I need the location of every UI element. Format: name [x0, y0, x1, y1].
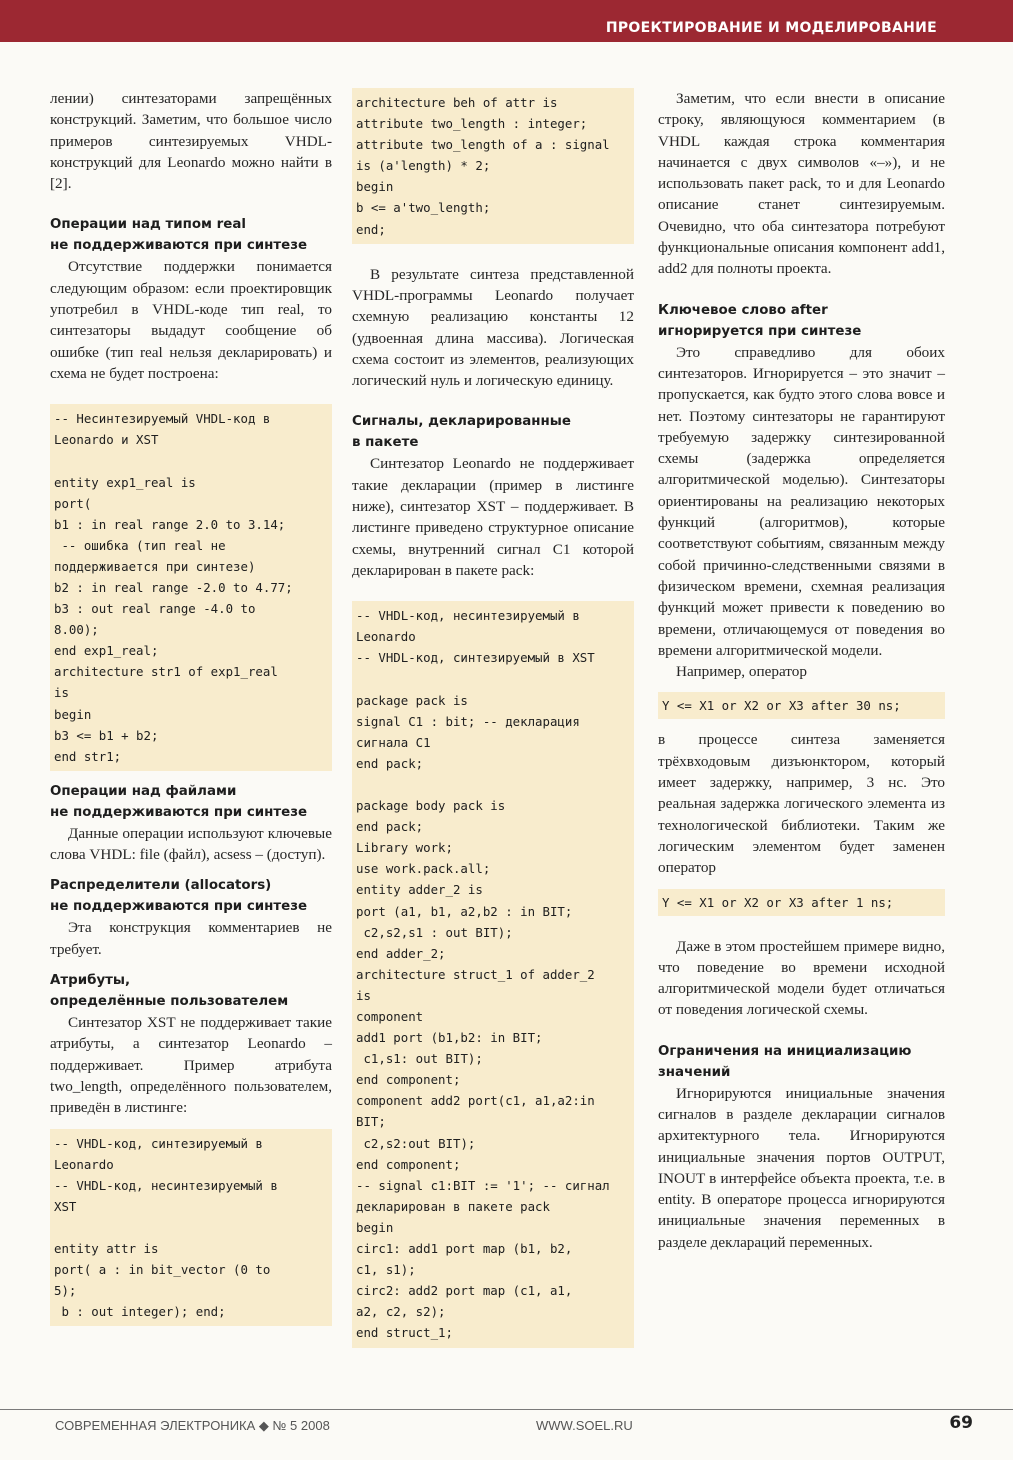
column-1 — [50, 88, 332, 1326]
code-listing-attr: -- VHDL-код, синтезируемый в Leonardo -- VHDL-код, несинтезируемый в XST entity attr is port( a : in bit_vector (0 to 5); b : out integer); end; — [50, 1129, 332, 1327]
paragraph-after: Это справедливо для обоих синтезаторов. Игнорируется – это значит – пропускается, как будто этого слова вовсе и нет. Поэтому синтезаторы не гарантируют требуемую задержку синтезированной схемы (задержка определяется алгоритмической моделью). Синтезаторы ориентированы на реализацию некоторых функций (алгоритмов), которые соответствуют событиям, связанным между собой причинно-следственными связями в физическом времени, схемная реализация функций может привести к поведению во времени, отличающемуся от поведения во времени алгоритмической модели. — [658, 343, 945, 659]
heading-after: Ключевое слово after игнорируется при синтезе — [658, 302, 862, 339]
column-2 — [352, 88, 634, 1348]
section-header-bar — [0, 0, 1013, 42]
heading-files: Операции над файлами не поддерживаются при синтезе — [50, 783, 308, 820]
paragraph-files: Данные операции используют ключевые слова VHDL: file (файл), acsess – (доступ). — [50, 824, 332, 864]
code-after-30ns: Y <= X1 or X2 or X3 after 30 ns; — [658, 692, 945, 719]
page-number: 69 — [949, 1413, 973, 1433]
paragraph-attributes: Синтезатор XST не поддерживает такие атрибуты, а синтезатор Leonardo – поддерживает. Пример атрибута two_length, определённого пользователем, приведён в листинге: — [50, 1014, 332, 1117]
heading-init: Ограничения на инициализацию значений — [658, 1043, 912, 1080]
column-3 — [658, 88, 945, 1253]
heading-allocators: Распределители (allocators) не поддерживаются при синтезе — [50, 878, 308, 915]
paragraph-allocators: Эта конструкция комментариев не требует. — [50, 919, 332, 958]
heading-attributes: Атрибуты, определённые пользователем — [50, 973, 289, 1010]
paragraph-example: Например, оператор — [676, 663, 807, 681]
code-listing-pack: -- VHDL-код, несинтезируемый в Leonardo -- VHDL-код, синтезируемый в XST package pack is signal C1 : bit; -- декларация сигнала C1 end pack; package body pack is end pack; Library work; use work.pack.all; entity adder_2 is port (a1, b1, a2,b2 : in BIT; c2,s2,s1 : out BIT); end adder_2; architecture struct_1 of adder_2 is component add1 port (b1,b2: in BIT; c1,s1: out BIT); end component; component add2 port(c1, a1,a2:in BIT; c2,s2:out BIT); end component; -- signal c1:BIT := '1'; -- сигнал декларирован в пакете pack begin circ1: add1 port map (b1, b2, c1, s1); circ2: add2 port map (c1, a1, a2, c2, s2); end struct_1; — [352, 601, 634, 1347]
heading-real: Операции над типом real не поддерживаются при синтезе — [50, 217, 308, 254]
section-title: ПРОЕКТИРОВАНИЕ И МОДЕЛИРОВАНИЕ — [605, 20, 937, 36]
paragraph-real: Отсутствие поддержки понимается следующим образом: если проектировщик употребил в VHDL-коде тип real, то синтезаторы выдадут сообщение об ошибке (тип real нельзя декларировать) и схема не будет построена: — [50, 258, 332, 382]
heading-signals: Сигналы, декларированные в пакете — [352, 414, 571, 451]
code-after-1ns: Y <= X1 or X2 or X3 after 1 ns; — [658, 889, 945, 916]
paragraph-init: Игнорируются инициальные значения сигналов в разделе декларации сигналов архитектурного тела. Игнорируются инициальные значения портов OUTPUT, INOUT в интерфейсе объекта проекта, т.е. в entity. В операторе процесса игнорируются инициальные значения переменных в разделе деклараций переменных. — [658, 1084, 945, 1251]
footer-divider — [0, 1409, 1013, 1410]
paragraph-result: В результате синтеза представленной VHDL-программы Leonardo получает схемную реализацию константы 12 (удвоенная длина массива). Логическая схема состоит из элементов, реализующих логический нуль и логическую единицу. — [352, 265, 634, 390]
paragraph-simple: Даже в этом простейшем примере видно, что поведение во времени исходной алгоритмической модели будет отличаться от поведения логической схемы. — [658, 937, 945, 1019]
code-listing-attr-continued: architecture beh of attr is attribute two_length : integer; attribute two_length of a : signal is (a'length) * 2; begin b <= a'two_length; end; — [352, 88, 634, 244]
footer-website-link[interactable]: WWW.SOEL.RU — [536, 1418, 633, 1433]
paragraph-replace: в процессе синтеза заменяется трёхвходовым дизъюнктором, который имеет задержку, например, 3 нс. Это реальная задержка логического элемента из технологической библиотеки. Таким же логическим элементом будет заменен оператор — [658, 731, 945, 877]
footer-journal-title: СОВРЕМЕННАЯ ЭЛЕКТРОНИКА ◆ № 5 2008 — [55, 1418, 330, 1433]
code-listing-real: -- Несинтезируемый VHDL-код в Leonardo и XST entity exp1_real is port( b1 : in real range 2.0 to 3.14; -- ошибка (тип real не поддерживается при синтезе) b2 : in real range -2.0 to 4.77; b3 : out real range -4.0 to 8.00); end exp1_real; architecture str1 of exp1_real is begin b3 <= b1 + b2; end str1; — [50, 404, 332, 771]
paragraph-note: Заметим, что если внести в описание строку, являющуюся комментарием (в VHDL каждая строка комментария начинается с двух символов «–»), и не использовать пакет pack, то и для Leonardo описание станет синтезируемым. Очевидно, что оба синтезатора потребуют функциональные описания компонент add1, add2 для полноты проекта. — [658, 90, 945, 278]
paragraph-intro: лении) синтезаторами запрещённых конструкций. Заметим, что большое число примеров синтезируемых VHDL-конструкций для Leonardo можно найти в [2]. — [50, 90, 332, 193]
paragraph-signals: Синтезатор Leonardo не поддерживает такие декларации (пример в листинге ниже), синтезатор XST – поддерживает. В листинге приведено структурное описание схемы, внутренний сигнал C1 которой декларирован в пакете pack: — [352, 455, 634, 579]
